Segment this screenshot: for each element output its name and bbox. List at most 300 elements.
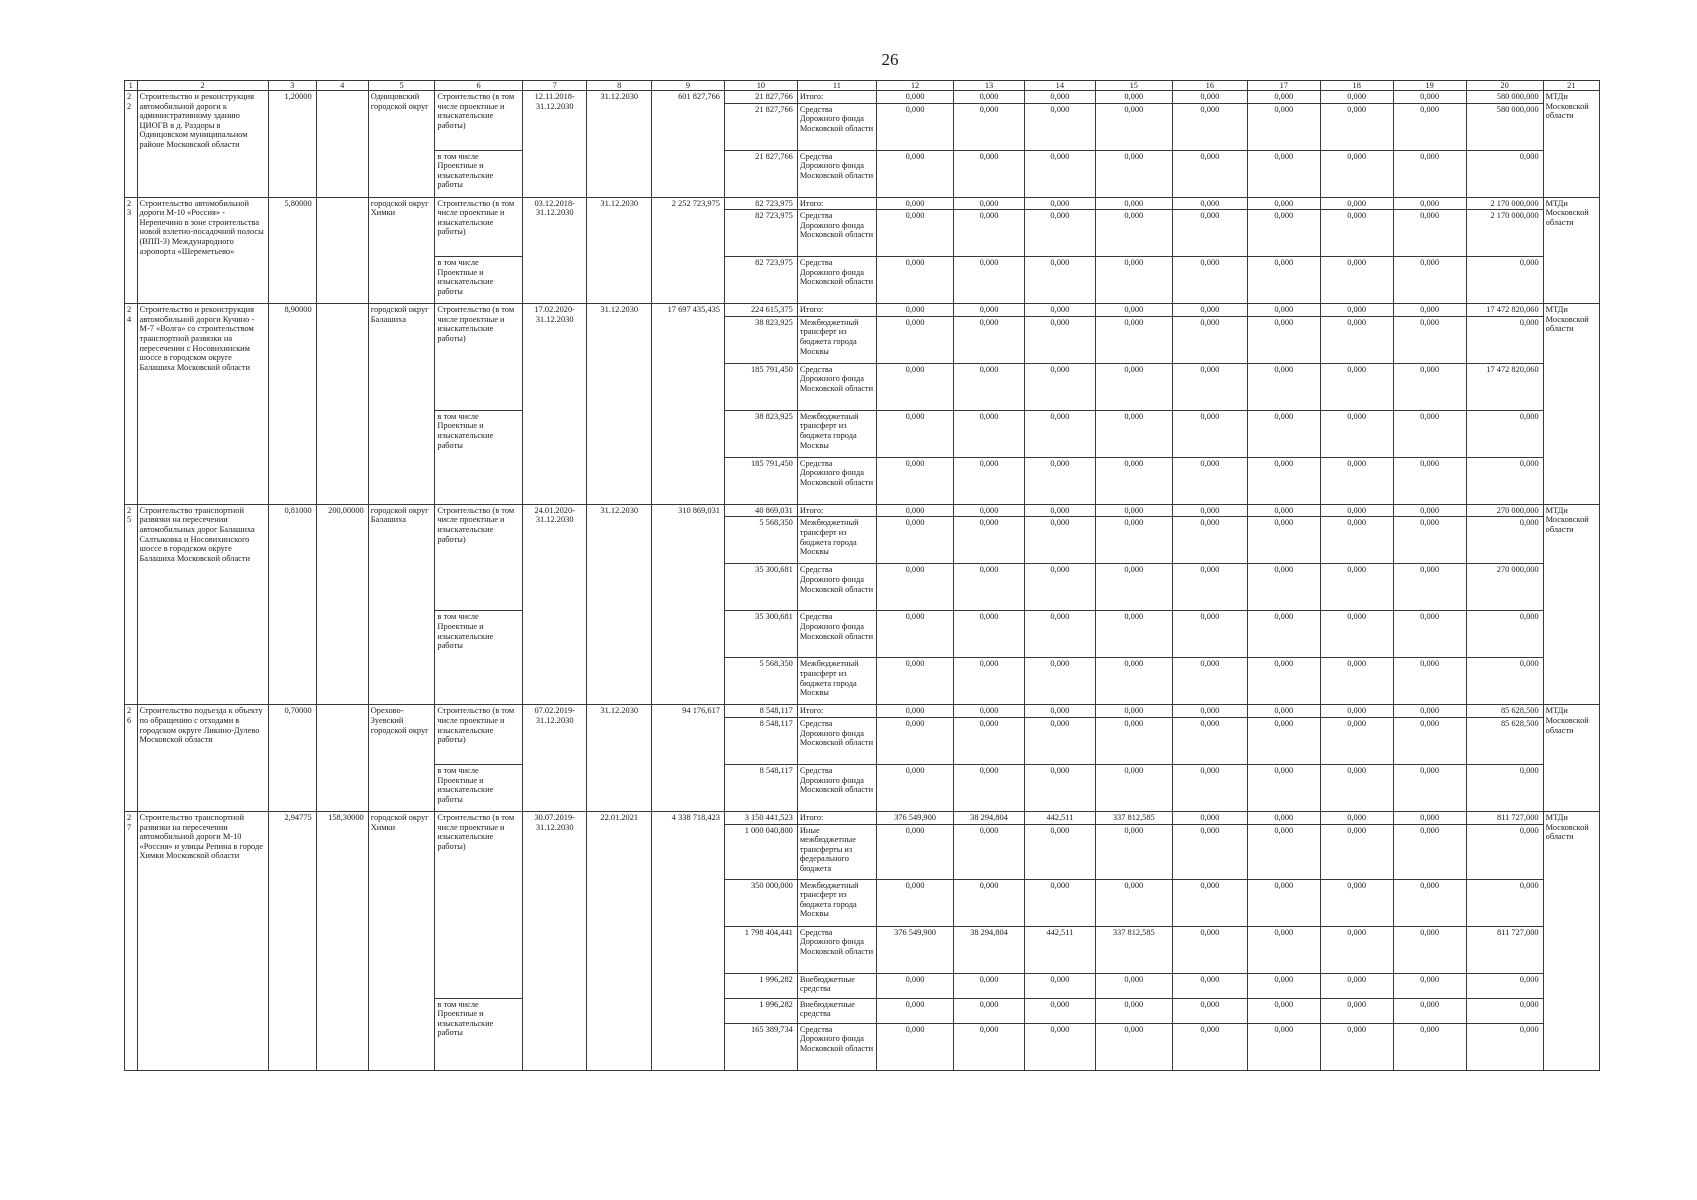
year-value-20: 85 628,500 [1466,705,1543,718]
year-value: 0,000 [1172,304,1247,317]
year-value: 0,000 [954,717,1025,764]
year-value: 0,000 [1247,197,1320,210]
row-number: 26 [125,705,138,812]
end-date: 31.12.2030 [587,705,652,812]
year-value: 0,000 [1247,316,1320,363]
work-type: Строительство (в том числе проектные и изыскательские работы) [435,811,523,998]
itogo-label: Итого: [797,504,876,517]
year-value: 0,000 [1320,257,1393,304]
year-value: 0,000 [1247,150,1320,197]
funding-source: Средства Дорожного фонда Московской области [797,210,876,257]
year-value: 0,000 [877,457,954,504]
year-value: 0,000 [1320,304,1393,317]
source-amount: 1 996,282 [724,998,797,1023]
year-value: 0,000 [1172,998,1247,1023]
funding-source: Иные межбюджетные трансферты из федерального бюджета [797,824,876,879]
year-value-20: 811 727,000 [1466,811,1543,824]
year-value: 0,000 [1320,926,1393,973]
year-value: 0,000 [1172,316,1247,363]
year-value: 0,000 [1320,811,1393,824]
year-value-20: 17 472 820,060 [1466,363,1543,410]
year-value-20: 0,000 [1466,1023,1543,1070]
column-number: 7 [522,81,587,91]
year-value: 0,000 [1320,363,1393,410]
work-type-design: в том числе Проектные и изыскательские работы [435,257,523,304]
period: 17.02.2020-31.12.2030 [522,304,587,505]
municipality: городской округ Балашиха [368,304,435,505]
period: 12.11.2018-31.12.2030 [522,91,587,198]
funding-source: Средства Дорожного фонда Московской области [797,457,876,504]
cell-length: 2,94775 [268,811,316,1070]
year-value: 0,000 [1095,764,1172,811]
year-value: 0,000 [1393,504,1466,517]
year-value: 0,000 [1024,91,1095,104]
year-value: 0,000 [954,304,1025,317]
year-value: 0,000 [877,1023,954,1070]
cell-length: 5,80000 [268,197,316,304]
source-amount: 185 791,450 [724,457,797,504]
year-value: 0,000 [954,564,1025,611]
end-date: 22.01.2021 [587,811,652,1070]
year-value-20: 17 472 820,060 [1466,304,1543,317]
year-value: 0,000 [877,410,954,457]
year-value: 0,000 [1172,150,1247,197]
municipality: городской округ Химки [368,197,435,304]
period: 07.02.2019-31.12.2030 [522,705,587,812]
cell-area [316,197,368,304]
column-number: 10 [724,81,797,91]
responsible-org: МТДи Московской области [1543,705,1599,812]
year-value: 0,000 [1320,517,1393,564]
cell-length: 1,20000 [268,91,316,198]
year-value: 0,000 [1172,611,1247,658]
column-number: 8 [587,81,652,91]
year-value: 0,000 [1320,91,1393,104]
year-value: 0,000 [1024,705,1095,718]
work-type: Строительство (в том числе проектные и изыскательские работы) [435,705,523,765]
object-name: Строительство и реконструкция автомобильной дороги Кучино - М-7 «Волга» со строительством транспортной развязки на пересечении с Носовихинским шоссе в городском округе Балашиха Московской области [137,304,268,505]
year-value: 0,000 [1024,717,1095,764]
funding-source: Средства Дорожного фонда Московской области [797,150,876,197]
total-amount: 8 548,117 [724,705,797,718]
year-value: 0,000 [1172,926,1247,973]
year-value: 0,000 [877,717,954,764]
year-value: 337 812,585 [1095,811,1172,824]
year-value: 0,000 [954,824,1025,879]
year-value: 0,000 [1172,564,1247,611]
funding-source: Межбюджетный трансферт из бюджета города Москвы [797,316,876,363]
year-value: 0,000 [1095,504,1172,517]
year-value: 0,000 [1247,705,1320,718]
year-value: 0,000 [1024,764,1095,811]
year-value: 0,000 [1247,363,1320,410]
year-value: 0,000 [1247,998,1320,1023]
year-value: 0,000 [1095,611,1172,658]
year-value: 0,000 [1393,316,1466,363]
year-value: 0,000 [954,457,1025,504]
year-value: 0,000 [1320,103,1393,150]
year-value: 0,000 [1095,103,1172,150]
year-value: 0,000 [954,210,1025,257]
year-value: 0,000 [1172,717,1247,764]
year-value: 0,000 [1095,973,1172,998]
year-value: 0,000 [954,504,1025,517]
year-value: 0,000 [1320,210,1393,257]
year-value: 0,000 [1320,410,1393,457]
estimated-cost: 17 697 435,435 [652,304,725,505]
work-type: Строительство (в том числе проектные и изыскательские работы) [435,304,523,411]
year-value: 0,000 [1320,504,1393,517]
year-value: 0,000 [877,304,954,317]
year-value: 0,000 [954,150,1025,197]
year-value: 0,000 [1247,658,1320,705]
year-value: 0,000 [1247,811,1320,824]
municipality: городской округ Химки [368,811,435,1070]
year-value: 0,000 [1393,363,1466,410]
estimated-cost: 601 827,766 [652,91,725,198]
year-value: 0,000 [954,103,1025,150]
column-number: 17 [1247,81,1320,91]
source-amount: 1 000 040,800 [724,824,797,879]
year-value: 0,000 [1172,879,1247,926]
year-value: 0,000 [1024,517,1095,564]
year-value: 0,000 [1247,926,1320,973]
column-numbers-row [125,81,1600,91]
funding-source: Межбюджетный трансферт из бюджета города Москвы [797,410,876,457]
year-value: 0,000 [1172,363,1247,410]
object-row-22 [125,91,1600,104]
cell-area [316,91,368,198]
municipality: городской округ Балашиха [368,504,435,705]
year-value: 0,000 [1393,811,1466,824]
work-type: Строительство (в том числе проектные и изыскательские работы) [435,504,523,611]
year-value: 0,000 [1024,658,1095,705]
source-amount: 350 000,000 [724,879,797,926]
year-value: 0,000 [1095,824,1172,879]
funding-source: Межбюджетный трансферт из бюджета города Москвы [797,879,876,926]
year-value: 0,000 [1024,611,1095,658]
year-value: 0,000 [1024,564,1095,611]
year-value: 0,000 [1247,879,1320,926]
row-number: 23 [125,197,138,304]
year-value: 0,000 [1247,611,1320,658]
year-value: 0,000 [1393,824,1466,879]
column-number: 14 [1024,81,1095,91]
year-value: 0,000 [1172,517,1247,564]
page-number: 26 [881,50,899,69]
year-value: 0,000 [1172,410,1247,457]
column-number: 15 [1095,81,1172,91]
source-amount: 82 723,975 [724,257,797,304]
year-value: 0,000 [1320,705,1393,718]
funding-source: Внебюджетные средства [797,998,876,1023]
year-value: 0,000 [1024,150,1095,197]
year-value: 0,000 [1393,658,1466,705]
year-value: 0,000 [954,1023,1025,1070]
total-amount: 82 723,975 [724,197,797,210]
funding-source: Средства Дорожного фонда Московской области [797,363,876,410]
estimated-cost: 310 869,031 [652,504,725,705]
year-value: 0,000 [1393,150,1466,197]
year-value: 0,000 [1172,457,1247,504]
year-value: 0,000 [877,973,954,998]
object-row-27 [125,811,1600,824]
year-value: 0,000 [1024,824,1095,879]
year-value: 0,000 [877,103,954,150]
funding-source: Средства Дорожного фонда Московской области [797,1023,876,1070]
year-value: 0,000 [1095,1023,1172,1070]
year-value: 0,000 [954,257,1025,304]
year-value: 0,000 [954,998,1025,1023]
year-value: 0,000 [1024,363,1095,410]
itogo-label: Итого: [797,197,876,210]
total-amount: 3 150 441,523 [724,811,797,824]
year-value: 0,000 [1247,764,1320,811]
year-value-20: 0,000 [1466,150,1543,197]
year-value: 0,000 [1393,1023,1466,1070]
year-value: 0,000 [1172,1023,1247,1070]
year-value: 0,000 [1172,91,1247,104]
year-value: 0,000 [1247,410,1320,457]
total-amount: 224 615,375 [724,304,797,317]
year-value: 0,000 [1095,879,1172,926]
responsible-org: МТДи Московской области [1543,504,1599,705]
year-value-20: 270 000,000 [1466,564,1543,611]
year-value: 0,000 [1320,879,1393,926]
year-value: 0,000 [1172,764,1247,811]
year-value: 0,000 [1095,658,1172,705]
year-value-20: 270 000,000 [1466,504,1543,517]
year-value: 0,000 [1247,717,1320,764]
year-value: 0,000 [1172,257,1247,304]
column-number: 20 [1466,81,1543,91]
year-value: 0,000 [1024,210,1095,257]
year-value: 0,000 [1095,150,1172,197]
year-value: 0,000 [877,91,954,104]
year-value: 0,000 [1172,658,1247,705]
year-value: 0,000 [1095,410,1172,457]
object-name: Строительство автомобильной дороги М-10 «Россия» - Нерепечино в зоне строительства новой взлетно-посадочной полосы (ВПП-3) Международного аэропорта «Шереметьево» [137,197,268,304]
year-value: 0,000 [1247,257,1320,304]
funding-source: Межбюджетный трансферт из бюджета города Москвы [797,517,876,564]
year-value-20: 85 628,500 [1466,717,1543,764]
year-value: 0,000 [1393,611,1466,658]
column-number: 16 [1172,81,1247,91]
year-value: 0,000 [1393,517,1466,564]
year-value: 0,000 [877,564,954,611]
year-value: 0,000 [954,517,1025,564]
year-value-20: 580 000,000 [1466,103,1543,150]
work-type: Строительство (в том числе проектные и изыскательские работы) [435,91,523,151]
year-value: 0,000 [1320,998,1393,1023]
year-value: 0,000 [1393,91,1466,104]
source-amount: 38 823,925 [724,410,797,457]
year-value: 0,000 [1393,879,1466,926]
year-value: 0,000 [1095,304,1172,317]
period: 24.01.2020-31.12.2030 [522,504,587,705]
year-value: 0,000 [1320,717,1393,764]
year-value: 0,000 [1095,363,1172,410]
year-value: 0,000 [1247,91,1320,104]
year-value: 0,000 [1172,824,1247,879]
end-date: 31.12.2030 [587,91,652,198]
work-type: Строительство (в том числе проектные и изыскательские работы) [435,197,523,257]
work-type-design: в том числе Проектные и изыскательские работы [435,410,523,504]
source-amount: 8 548,117 [724,717,797,764]
cell-area: 200,00000 [316,504,368,705]
funding-source: Межбюджетный трансферт из бюджета города Москвы [797,658,876,705]
year-value-20: 811 727,000 [1466,926,1543,973]
year-value: 0,000 [1247,210,1320,257]
column-number: 4 [316,81,368,91]
year-value: 0,000 [1024,457,1095,504]
funding-source: Средства Дорожного фонда Московской области [797,257,876,304]
column-number: 11 [797,81,876,91]
source-amount: 5 568,350 [724,658,797,705]
year-value: 0,000 [1024,410,1095,457]
year-value: 0,000 [954,197,1025,210]
year-value-20: 0,000 [1466,658,1543,705]
column-number: 3 [268,81,316,91]
responsible-org: МТДи Московской области [1543,304,1599,505]
year-value-20: 0,000 [1466,973,1543,998]
source-amount: 82 723,975 [724,210,797,257]
responsible-org: МТДи Московской области [1543,197,1599,304]
year-value-20: 0,000 [1466,457,1543,504]
column-number: 19 [1393,81,1466,91]
year-value: 0,000 [1320,564,1393,611]
work-type-design: в том числе Проектные и изыскательские работы [435,764,523,811]
year-value: 0,000 [1247,457,1320,504]
year-value: 38 294,804 [954,811,1025,824]
year-value: 0,000 [877,998,954,1023]
year-value: 0,000 [877,764,954,811]
year-value: 0,000 [1393,410,1466,457]
year-value: 0,000 [877,210,954,257]
funding-source: Средства Дорожного фонда Московской области [797,717,876,764]
year-value: 0,000 [1095,717,1172,764]
year-value: 0,000 [1247,517,1320,564]
year-value: 0,000 [954,410,1025,457]
year-value: 0,000 [877,658,954,705]
year-value: 442,511 [1024,926,1095,973]
source-amount: 5 568,350 [724,517,797,564]
year-value: 0,000 [1024,973,1095,998]
year-value-20: 0,000 [1466,879,1543,926]
row-number: 24 [125,304,138,505]
object-row-26 [125,705,1600,718]
year-value: 0,000 [1247,1023,1320,1070]
year-value: 0,000 [1024,504,1095,517]
year-value: 0,000 [1095,210,1172,257]
responsible-org: МТДи Московской области [1543,811,1599,1070]
year-value: 0,000 [1247,824,1320,879]
year-value: 0,000 [877,824,954,879]
year-value: 0,000 [1024,103,1095,150]
year-value: 0,000 [1024,316,1095,363]
year-value: 0,000 [1393,103,1466,150]
year-value: 0,000 [877,705,954,718]
municipality: Орехово-Зуевский городской округ [368,705,435,812]
year-value: 376 549,900 [877,811,954,824]
year-value: 0,000 [1172,504,1247,517]
column-number: 21 [1543,81,1599,91]
funding-source: Средства Дорожного фонда Московской области [797,103,876,150]
column-number: 6 [435,81,523,91]
year-value: 38 294,804 [954,926,1025,973]
year-value: 0,000 [1247,973,1320,998]
year-value: 0,000 [1024,1023,1095,1070]
itogo-label: Итого: [797,705,876,718]
work-type-design: в том числе Проектные и изыскательские работы [435,998,523,1070]
funding-source: Средства Дорожного фонда Московской области [797,564,876,611]
object-row-23 [125,197,1600,210]
row-number: 25 [125,504,138,705]
year-value: 0,000 [954,764,1025,811]
year-value: 0,000 [1320,1023,1393,1070]
year-value: 0,000 [954,879,1025,926]
year-value: 0,000 [1393,457,1466,504]
year-value: 442,511 [1024,811,1095,824]
row-number: 27 [125,811,138,1070]
year-value: 0,000 [954,611,1025,658]
year-value: 0,000 [1247,564,1320,611]
source-amount: 1 996,282 [724,973,797,998]
year-value: 0,000 [954,363,1025,410]
cell-area [316,304,368,505]
year-value: 0,000 [1247,304,1320,317]
year-value: 0,000 [1095,998,1172,1023]
year-value-20: 0,000 [1466,611,1543,658]
source-amount: 21 827,766 [724,150,797,197]
year-value: 0,000 [1320,764,1393,811]
year-value: 0,000 [1095,197,1172,210]
year-value: 0,000 [1024,197,1095,210]
itogo-label: Итого: [797,91,876,104]
source-amount: 185 791,450 [724,363,797,410]
source-amount: 38 823,925 [724,316,797,363]
year-value: 0,000 [1393,564,1466,611]
year-value: 0,000 [1024,257,1095,304]
total-amount: 21 827,766 [724,91,797,104]
column-number: 1 [125,81,138,91]
year-value: 0,000 [954,91,1025,104]
end-date: 31.12.2030 [587,504,652,705]
year-value: 0,000 [1172,197,1247,210]
work-type-design: в том числе Проектные и изыскательские работы [435,150,523,197]
estimated-cost: 2 252 723,975 [652,197,725,304]
year-value-20: 0,000 [1466,316,1543,363]
year-value: 0,000 [1393,973,1466,998]
object-row-24 [125,304,1600,317]
year-value: 0,000 [1320,611,1393,658]
period: 03.12.2018-31.12.2030 [522,197,587,304]
year-value-20: 580 000,000 [1466,91,1543,104]
budget-table [124,80,1600,1071]
year-value: 0,000 [1095,257,1172,304]
column-number: 13 [954,81,1025,91]
year-value: 0,000 [1247,103,1320,150]
column-number: 5 [368,81,435,91]
year-value: 0,000 [877,150,954,197]
year-value-20: 2 170 000,000 [1466,197,1543,210]
year-value: 0,000 [1172,973,1247,998]
year-value: 376 549,900 [877,926,954,973]
funding-source: Средства Дорожного фонда Московской области [797,611,876,658]
year-value: 0,000 [1393,717,1466,764]
year-value: 0,000 [877,879,954,926]
cell-length: 0,81000 [268,504,316,705]
